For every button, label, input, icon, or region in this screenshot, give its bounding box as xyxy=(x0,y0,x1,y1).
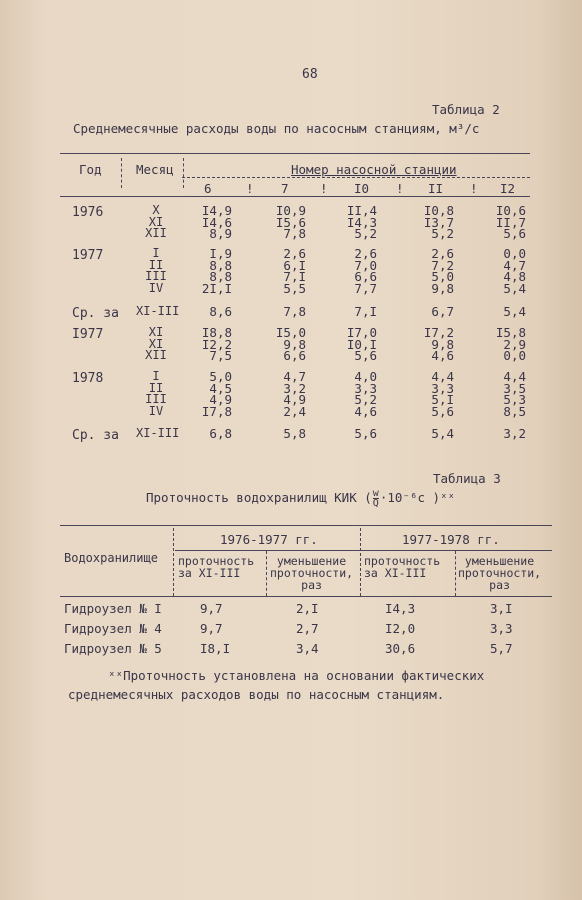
footnote-text: Проточность установлена на основании фактических xyxy=(123,668,485,683)
table3-cell: 3,3 xyxy=(490,621,513,636)
table2-station-11: II xyxy=(428,181,444,196)
table2-months: X XI XII xyxy=(145,203,167,240)
table2-cell: I0,6 II,7 5,6 xyxy=(495,203,526,241)
table2-station-divider: ! xyxy=(320,181,328,196)
table3-cell: I8,I xyxy=(200,641,231,656)
table2-station-7: 7 xyxy=(281,181,289,196)
table2-cell: 4,4 3,5 5,3 8,5 xyxy=(503,369,526,419)
table2-cell: 7,8 xyxy=(283,304,306,319)
table2-cell: I7,0 I0,I 5,6 xyxy=(346,325,377,363)
table2-top-rule xyxy=(60,153,530,154)
table2-divider xyxy=(183,158,184,188)
table2-subheader-rule xyxy=(182,177,530,178)
table2-cell: 7,I xyxy=(354,304,377,319)
table2-cell: 4,4 3,3 5,I 5,6 xyxy=(431,369,454,419)
table2-cell: 8,6 xyxy=(209,304,232,319)
table3-subheader-rule xyxy=(175,550,552,551)
footnote-mark: ˣˣ xyxy=(108,668,124,683)
table2-cell: 4,7 3,2 4,9 2,4 xyxy=(283,369,306,419)
table2-cell: 5,8 xyxy=(283,426,306,441)
footnote-line2: среднемесячных расходов воды по насосным станциям. xyxy=(68,687,445,702)
table3-divider xyxy=(455,551,456,596)
table3-header-rule xyxy=(60,596,552,597)
table3-row-name: Гидроузел № 5 xyxy=(64,641,162,656)
table2-cell: 6,8 xyxy=(209,426,232,441)
table3-cell: 9,7 xyxy=(200,621,223,636)
table3-cell: 5,7 xyxy=(490,641,513,656)
table2-cell: I5,0 9,8 6,6 xyxy=(275,325,306,363)
table2-cell: 6,7 xyxy=(431,304,454,319)
table2-station-12: I2 xyxy=(500,181,516,196)
table2-title: Среднемесячные расходы воды по насосным станциям, м³/с xyxy=(73,121,480,136)
table2-cell: I0,8 I3,7 5,2 xyxy=(423,203,454,241)
table3-cell: 2,7 xyxy=(296,621,319,636)
table3-cell: 30,6 xyxy=(385,641,416,656)
table3-title-fraction xyxy=(373,489,379,508)
table3-header-flow1: проточность за XI-III xyxy=(178,554,255,580)
table2-cell: I0,9 I5,6 7,8 xyxy=(275,203,306,241)
table2-station-divider: ! xyxy=(470,181,478,196)
table2-cell: 5,6 xyxy=(354,426,377,441)
table3-divider xyxy=(266,551,267,596)
table2-cell: I,9 8,8 8,8 2I,I xyxy=(201,246,232,296)
table2-cell: I8,8 I2,2 7,5 xyxy=(201,325,232,363)
table2-cell: I4,9 I4,6 8,9 xyxy=(201,203,232,241)
table2-cell: 0,0 4,7 4,8 5,4 xyxy=(503,246,526,296)
table2-cell: 2,6 7,0 6,6 7,7 xyxy=(354,246,377,296)
table2-cell: I7,2 9,8 4,6 xyxy=(423,325,454,363)
table2-cell: 2,6 6,I 7,I 5,5 xyxy=(283,246,306,296)
table2-header-group: Номер насосной станции xyxy=(291,162,457,177)
table3-header-dec1: уменьшение проточности, раз xyxy=(270,554,354,592)
table3-cell: 3,4 xyxy=(296,641,319,656)
table3-title-text: Проточность водохранилищ КИК ( xyxy=(146,490,372,505)
table2-station-divider: ! xyxy=(246,181,254,196)
table3-header-flow2: проточность за XI-III xyxy=(364,554,441,580)
table2-cell: II,4 I4,3 5,2 xyxy=(346,203,377,241)
table2-cell: 3,2 xyxy=(503,426,526,441)
table2-months: XI-III xyxy=(136,304,180,318)
table2-year: Ср. за xyxy=(72,428,119,443)
table3-cell: 9,7 xyxy=(200,601,223,616)
table3-row-name: Гидроузел № 4 xyxy=(64,621,162,636)
table2-station-10: I0 xyxy=(354,181,370,196)
table2-year: Ср. за xyxy=(72,306,119,321)
table2-year: I977 xyxy=(72,327,104,342)
table2-station-6: 6 xyxy=(204,181,212,196)
table2-label: Таблица 2 xyxy=(432,102,500,117)
fraction-denominator: Q xyxy=(372,498,379,509)
table2-cell: 2,6 7,2 5,0 9,8 xyxy=(431,246,454,296)
table3-divider xyxy=(173,528,174,596)
table2-header-year: Год xyxy=(79,162,102,177)
table3-row-name: Гидроузел № I xyxy=(64,601,162,616)
table2-cell: 5,4 xyxy=(431,426,454,441)
footnote-line1 xyxy=(108,669,484,683)
table2-station-divider: ! xyxy=(396,181,404,196)
fraction-numerator: w xyxy=(372,488,379,499)
table2-cell: 5,4 xyxy=(503,304,526,319)
table2-cell: 5,0 4,5 4,9 I7,8 xyxy=(201,369,232,419)
table2-year: 1976 xyxy=(72,205,104,220)
table3-header-period2: 1977-1978 гг. xyxy=(402,532,500,547)
table3-header-period1: 1976-1977 гг. xyxy=(220,532,318,547)
table3-cell: I2,0 xyxy=(385,621,416,636)
table3-title xyxy=(146,489,455,508)
table3-cell: 2,I xyxy=(296,601,319,616)
table2-months: XI-III xyxy=(136,426,180,440)
page-number: 68 xyxy=(302,67,318,82)
table3-divider xyxy=(360,528,361,596)
table3-label: Таблица 3 xyxy=(433,471,501,486)
table3-header-dec2: уменьшение проточности, раз xyxy=(458,554,542,592)
table3-cell: I4,3 xyxy=(385,601,416,616)
table3-cell: 3,I xyxy=(490,601,513,616)
table2-header-rule xyxy=(60,196,530,197)
table2-months: I II III IV xyxy=(145,246,167,295)
table2-months: XI XI XII xyxy=(145,325,167,362)
table2-divider xyxy=(121,158,122,188)
table3-title-tail: ·10⁻⁶с )ˣˣ xyxy=(379,490,456,505)
table2-cell: 4,0 3,3 5,2 4,6 xyxy=(354,369,377,419)
table3-top-rule xyxy=(60,525,552,526)
table3-header-reservoir: Водохранилище xyxy=(64,551,158,565)
table2-year: 1978 xyxy=(72,371,104,386)
table2-cell: I5,8 2,9 0,0 xyxy=(495,325,526,363)
table2-months: I II III IV xyxy=(145,369,167,418)
table2-year: 1977 xyxy=(72,248,104,263)
table2-header-month: Месяц xyxy=(136,162,174,177)
